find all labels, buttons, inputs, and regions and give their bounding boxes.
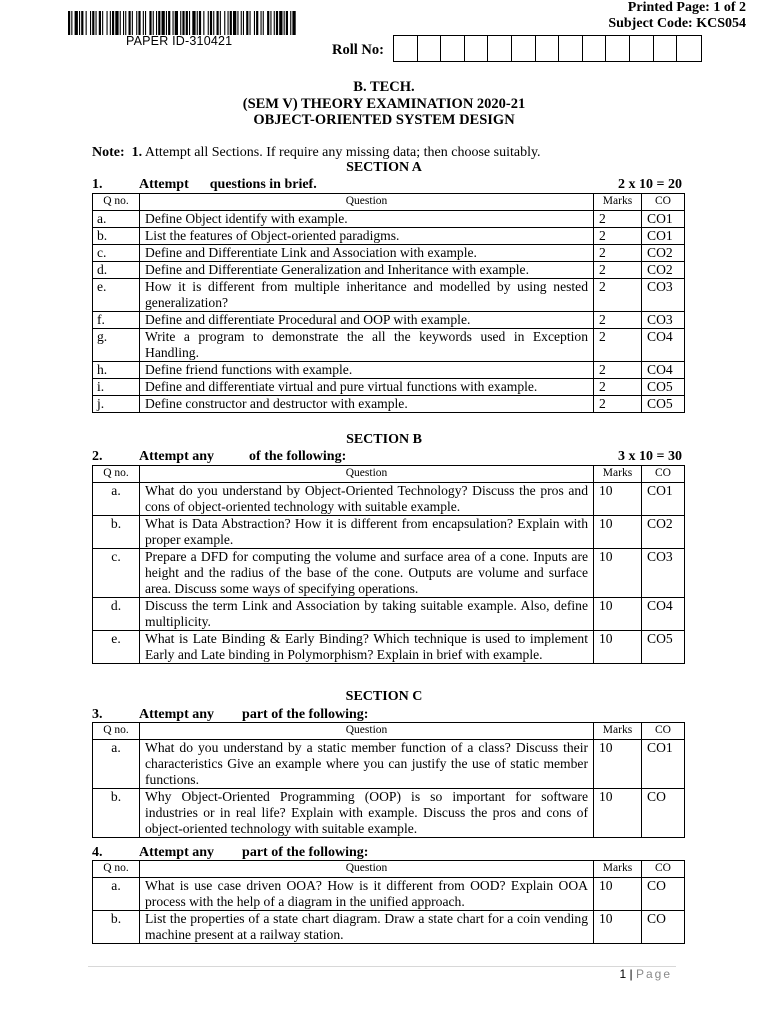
marks-cell: 2 bbox=[594, 211, 642, 228]
question-text-cell: Define constructor and destructor with example. bbox=[140, 396, 594, 413]
table-row bbox=[93, 789, 685, 838]
printed-page: Printed Page: 1 of 2 bbox=[627, 0, 746, 15]
question-text-cell: Define and differentiate virtual and pure virtual functions with example. bbox=[140, 379, 594, 396]
table-row bbox=[93, 329, 685, 362]
marks-cell: 2 bbox=[594, 396, 642, 413]
table-row bbox=[93, 279, 685, 312]
question-number-cell: a. bbox=[93, 740, 140, 789]
header-qno: Q no. bbox=[93, 466, 140, 483]
table-row bbox=[93, 228, 685, 245]
table-row bbox=[93, 878, 685, 911]
header-marks: Marks bbox=[594, 723, 642, 740]
marks-cell: 10 bbox=[594, 598, 642, 631]
co-cell: CO3 bbox=[642, 312, 685, 329]
header-co: CO bbox=[642, 194, 685, 211]
instruction-text: Attempt any part of the following: bbox=[139, 707, 369, 722]
subject-code: Subject Code: KCS054 bbox=[608, 16, 746, 31]
header-co: CO bbox=[642, 723, 685, 740]
question-number-cell: g. bbox=[93, 329, 140, 362]
degree-title: B. TECH. bbox=[353, 79, 415, 95]
roll-no-box[interactable] bbox=[677, 36, 701, 61]
table-row bbox=[93, 549, 685, 598]
marks-cell: 2 bbox=[594, 245, 642, 262]
marks-cell: 10 bbox=[594, 878, 642, 911]
table-row bbox=[93, 312, 685, 329]
header-marks: Marks bbox=[594, 861, 642, 878]
table-header-row bbox=[93, 194, 685, 211]
question-number-cell: b. bbox=[93, 516, 140, 549]
page-word: Page bbox=[635, 967, 672, 981]
header-question: Question bbox=[140, 194, 594, 211]
table-row bbox=[93, 362, 685, 379]
roll-no-label: Roll No: bbox=[332, 42, 384, 58]
roll-no-box[interactable] bbox=[512, 36, 536, 61]
header-marks: Marks bbox=[594, 194, 642, 211]
roll-no-boxes[interactable] bbox=[393, 35, 702, 62]
roll-no-box[interactable] bbox=[536, 36, 560, 61]
question-text-cell: What is Data Abstraction? How it is different from encapsulation? Explain with proper example. bbox=[140, 516, 594, 549]
header-question: Question bbox=[140, 723, 594, 740]
instruction-text: Attempt any of the following: bbox=[139, 449, 347, 464]
co-cell: CO1 bbox=[642, 211, 685, 228]
marks-cell: 2 bbox=[594, 228, 642, 245]
note-label: Note: bbox=[92, 145, 125, 160]
question-number-cell: a. bbox=[93, 483, 140, 516]
question-number-cell: j. bbox=[93, 396, 140, 413]
marks-cell: 2 bbox=[594, 329, 642, 362]
question-text-cell: Define friend functions with example. bbox=[140, 362, 594, 379]
question-text-cell: How it is different from multiple inheritance and modelled by using nested generalization? bbox=[140, 279, 594, 312]
subject-title: OBJECT-ORIENTED SYSTEM DESIGN bbox=[253, 112, 515, 128]
section-c-title: SECTION C bbox=[345, 689, 423, 704]
co-cell: CO1 bbox=[642, 740, 685, 789]
table-row bbox=[93, 396, 685, 413]
marks-cell: 10 bbox=[594, 740, 642, 789]
question-number-cell: b. bbox=[93, 228, 140, 245]
question-text-cell: What is Late Binding & Early Binding? Which technique is used to implement Early and Late binding in Polymorphism? Explain in brief with example. bbox=[140, 631, 594, 664]
section-a-title: SECTION A bbox=[346, 160, 422, 175]
roll-no-box[interactable] bbox=[394, 36, 418, 61]
table-row bbox=[93, 516, 685, 549]
question-text-cell: What do you understand by Object-Oriented Technology? Discuss the pros and cons of object-oriented technology with suitable example. bbox=[140, 483, 594, 516]
header-qno: Q no. bbox=[93, 723, 140, 740]
exam-title: (SEM V) THEORY EXAMINATION 2020-21 bbox=[242, 96, 526, 112]
paper-id: PAPER ID-310421 bbox=[126, 34, 233, 48]
roll-no-box[interactable] bbox=[465, 36, 489, 61]
section-b-instruction bbox=[92, 449, 682, 466]
table-header-row bbox=[93, 466, 685, 483]
question-text-cell: Define Object identify with example. bbox=[140, 211, 594, 228]
marks-cell: 10 bbox=[594, 631, 642, 664]
co-cell: CO4 bbox=[642, 362, 685, 379]
marks-cell: 2 bbox=[594, 312, 642, 329]
section-a-instruction bbox=[92, 177, 682, 194]
header-qno: Q no. bbox=[93, 194, 140, 211]
page-separator: | bbox=[626, 967, 636, 981]
question-number-cell: d. bbox=[93, 598, 140, 631]
roll-no-box[interactable] bbox=[418, 36, 442, 61]
marks-cell: 2 bbox=[594, 379, 642, 396]
note bbox=[92, 145, 541, 161]
table-row bbox=[93, 631, 685, 664]
question-number-cell: e. bbox=[93, 279, 140, 312]
question-number-cell: b. bbox=[93, 789, 140, 838]
co-cell: CO bbox=[642, 789, 685, 838]
page-footer bbox=[619, 967, 672, 981]
header-co: CO bbox=[642, 466, 685, 483]
roll-no-box[interactable] bbox=[606, 36, 630, 61]
co-cell: CO2 bbox=[642, 245, 685, 262]
table-header-row bbox=[93, 861, 685, 878]
question-number-cell: c. bbox=[93, 549, 140, 598]
roll-no-box[interactable] bbox=[583, 36, 607, 61]
question-number-cell: d. bbox=[93, 262, 140, 279]
question-text-cell: What is use case driven OOA? How is it different from OOD? Explain OOA process with the help of a diagram in the unified approach. bbox=[140, 878, 594, 911]
question-text-cell: Why Object-Oriented Programming (OOP) is so important for software industries or in real life? Explain with example. Discuss the pros and cons of object-oriented technology with suitable example. bbox=[140, 789, 594, 838]
table-row bbox=[93, 211, 685, 228]
table-row bbox=[93, 245, 685, 262]
co-cell: CO1 bbox=[642, 228, 685, 245]
question-number-cell: c. bbox=[93, 245, 140, 262]
section-b-table bbox=[92, 465, 685, 664]
question-text-cell: List the features of Object-oriented paradigms. bbox=[140, 228, 594, 245]
co-cell: CO4 bbox=[642, 329, 685, 362]
question-number: 4. bbox=[92, 845, 103, 860]
co-cell: CO5 bbox=[642, 631, 685, 664]
table-row bbox=[93, 379, 685, 396]
question-text-cell: What do you understand by a static member function of a class? Discuss their characteristics Give an example where you can justify the use of static member functions. bbox=[140, 740, 594, 789]
co-cell: CO bbox=[642, 911, 685, 944]
roll-no-box[interactable] bbox=[441, 36, 465, 61]
question-number: 2. bbox=[92, 449, 103, 464]
header-qno: Q no. bbox=[93, 861, 140, 878]
question-number-cell: f. bbox=[93, 312, 140, 329]
header-co: CO bbox=[642, 861, 685, 878]
question-number-cell: a. bbox=[93, 878, 140, 911]
header-question: Question bbox=[140, 861, 594, 878]
question-number: 1. bbox=[92, 177, 103, 192]
question-number: 3. bbox=[92, 707, 103, 722]
note-number: 1. bbox=[131, 145, 143, 160]
marks-cell: 2 bbox=[594, 262, 642, 279]
table-row bbox=[93, 598, 685, 631]
co-cell: CO3 bbox=[642, 549, 685, 598]
table-header-row bbox=[93, 723, 685, 740]
header-question: Question bbox=[140, 466, 594, 483]
question-text-cell: Write a program to demonstrate the all the keywords used in Exception Handling. bbox=[140, 329, 594, 362]
co-cell: CO5 bbox=[642, 379, 685, 396]
marks-cell: 10 bbox=[594, 516, 642, 549]
section-c-q3-table bbox=[92, 722, 685, 838]
question-text-cell: Define and differentiate Procedural and OOP with example. bbox=[140, 312, 594, 329]
question-text-cell: Define and Differentiate Generalization and Inheritance with example. bbox=[140, 262, 594, 279]
question-text-cell: Prepare a DFD for computing the volume and surface area of a cone. Inputs are height and the radius of the base of the cone. Outputs are volume and surface area. Discuss some ways of specifying operations. bbox=[140, 549, 594, 598]
question-text-cell: Define and Differentiate Link and Association with example. bbox=[140, 245, 594, 262]
marks-cell: 10 bbox=[594, 911, 642, 944]
marks-cell: 10 bbox=[594, 549, 642, 598]
marks-scheme: 2 x 10 = 20 bbox=[618, 177, 682, 192]
marks-cell: 10 bbox=[594, 789, 642, 838]
instruction-text: Attempt any part of the following: bbox=[139, 845, 369, 860]
page-number: 1 bbox=[619, 967, 627, 981]
co-cell: CO5 bbox=[642, 396, 685, 413]
roll-no-box[interactable] bbox=[654, 36, 678, 61]
table-row bbox=[93, 262, 685, 279]
roll-no-box[interactable] bbox=[559, 36, 583, 61]
question-number-cell: h. bbox=[93, 362, 140, 379]
co-cell: CO bbox=[642, 878, 685, 911]
marks-cell: 10 bbox=[594, 483, 642, 516]
table-row bbox=[93, 740, 685, 789]
roll-no-box[interactable] bbox=[488, 36, 512, 61]
section-a-table bbox=[92, 193, 685, 413]
marks-cell: 2 bbox=[594, 362, 642, 379]
co-cell: CO3 bbox=[642, 279, 685, 312]
footer-divider bbox=[88, 966, 676, 967]
marks-scheme: 3 x 10 = 30 bbox=[618, 449, 682, 464]
marks-cell: 2 bbox=[594, 279, 642, 312]
co-cell: CO2 bbox=[642, 516, 685, 549]
roll-no-box[interactable] bbox=[630, 36, 654, 61]
section-c-q4-table bbox=[92, 860, 685, 944]
note-text: Attempt all Sections. If require any missing data; then choose suitably. bbox=[142, 145, 541, 160]
question-text-cell: Discuss the term Link and Association by taking suitable example. Also, define multiplicity. bbox=[140, 598, 594, 631]
barcode bbox=[68, 11, 296, 35]
question-number-cell: i. bbox=[93, 379, 140, 396]
instruction-text: Attempt questions in brief. bbox=[139, 177, 317, 192]
table-row bbox=[93, 911, 685, 944]
co-cell: CO1 bbox=[642, 483, 685, 516]
question-number-cell: e. bbox=[93, 631, 140, 664]
question-number-cell: b. bbox=[93, 911, 140, 944]
table-row bbox=[93, 483, 685, 516]
co-cell: CO4 bbox=[642, 598, 685, 631]
header-marks: Marks bbox=[594, 466, 642, 483]
question-number-cell: a. bbox=[93, 211, 140, 228]
question-text-cell: List the properties of a state chart diagram. Draw a state chart for a coin vending machine present at a railway station. bbox=[140, 911, 594, 944]
section-b-title: SECTION B bbox=[346, 432, 422, 447]
co-cell: CO2 bbox=[642, 262, 685, 279]
